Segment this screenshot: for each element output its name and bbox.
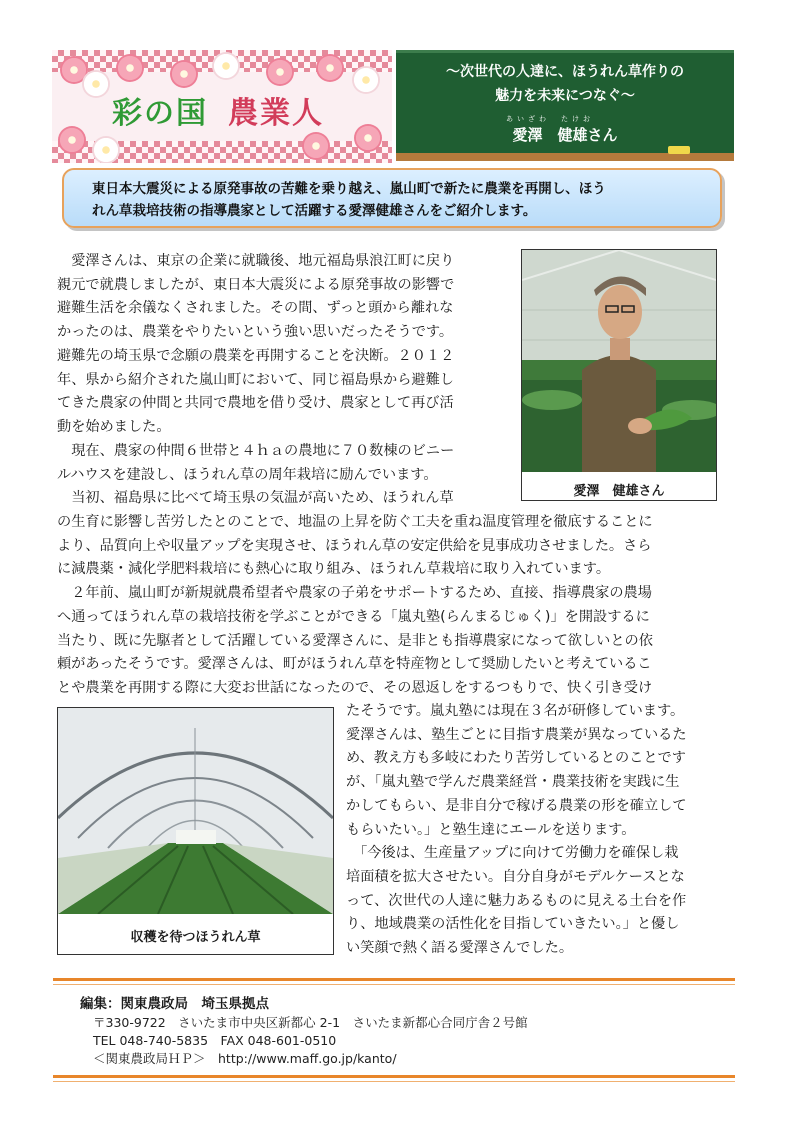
featured-farmer-name: 愛澤 健雄さん	[512, 126, 618, 144]
footer-rule-bottom-thin	[53, 1081, 735, 1082]
portrait-photo-frame	[521, 249, 717, 501]
footer-address: 〒330-9722 さいたま市中央区新都心 2-1 さいたま新都心合同庁舎２号館	[93, 1015, 528, 1030]
plum-blossom-icon	[82, 70, 110, 98]
body-paragraph-4	[346, 700, 687, 961]
plum-blossom-icon	[116, 54, 144, 82]
footer-rule-bottom	[53, 1075, 735, 1078]
body-text-line: って、次世代の人達に魅力あるものに見える土台を作	[346, 892, 687, 909]
body-text-line: 避難生活を余儀なくされました。その間、ずっと頭から離れな	[57, 300, 454, 317]
body-text-line: かしてもらい、是非自分で稼げる農業の形を確立して	[346, 797, 687, 814]
headline-line-2: 魅力を未来につなぐ～	[495, 88, 635, 104]
body-paragraph-2	[57, 440, 454, 511]
intro-line-1: 東日本大震災による原発事故の苦難を乗り越え、嵐山町で新たに農業を再開し、ほう	[92, 181, 606, 197]
headline-line-1: ～次世代の人達に、ほうれん草作りの	[446, 64, 684, 80]
footer-rule-top	[53, 978, 735, 981]
banner-title-red: 農業人	[228, 96, 324, 131]
banner-title-green: 彩の国	[112, 96, 208, 131]
footer-phone: TEL 048-740-5835 FAX 048-601-0510	[93, 1033, 337, 1048]
body-text-line: 当たり、既に先駆者として活躍している愛澤さんに、是非とも指導農家になって欲しいとの依	[57, 632, 653, 649]
plum-blossom-icon	[266, 58, 294, 86]
plum-blossom-icon	[302, 132, 330, 160]
body-text-line: 現在、農家の仲間６世帯と４ｈａの農地に７０数棟のビニー	[57, 443, 455, 459]
greenhouse-caption: 収穫を待つほうれん草	[130, 930, 261, 945]
body-text-line: 当初、福島県に比べて埼玉県の気温が高いため、ほうれん草	[57, 490, 454, 507]
body-text-line: 愛澤さんは、東京の企業に就職後、地元福島県浪江町に戻り	[57, 253, 455, 269]
body-text-line: 避難先の埼玉県で念願の農業を再開することを決断。２０１２	[57, 347, 455, 364]
body-text-line: てきた農家の仲間と共同で農地を借り受け、農家として再び活	[57, 395, 454, 412]
body-text-line: い笑顔で熱く語る愛澤さんでした。	[346, 940, 574, 957]
body-text-line: たそうです。嵐丸塾には現在３名が研修しています。	[346, 703, 685, 719]
chalk-icon	[668, 146, 690, 154]
body-text-line: 頼があったそうです。愛澤さんは、町がほうれん草を特産物として奨励したいと考えているこ	[57, 656, 652, 673]
blackboard-ledge	[396, 153, 734, 161]
body-text-line: かったのは、農業をやりたいという強い思いだったそうです。	[57, 324, 454, 341]
body-text-line: 「今後は、生産量アップに向けて労働力を確保し栽	[346, 845, 679, 862]
greenhouse-photo-frame	[57, 707, 334, 955]
greenhouse-photo	[58, 708, 333, 914]
body-text-line: の生育に影響し苦労したとのことで、地温の上昇を防ぐ工夫を重ね温度管理を徹底することに	[57, 514, 653, 530]
plum-blossom-icon	[354, 124, 382, 152]
footer-title: 編集：関東農政局 埼玉県拠点	[80, 996, 269, 1012]
banner-title	[112, 88, 324, 132]
plum-blossom-icon	[352, 66, 380, 94]
plum-blossom-icon	[212, 52, 240, 80]
body-text-line: 動を始めました。	[57, 418, 171, 435]
portrait-caption: 愛澤 健雄さん	[573, 484, 665, 499]
name-ruby: あいざわ たけお	[506, 115, 594, 123]
body-text-line: ２年前、嵐山町が新規就農希望者や農家の子弟をサポートするため、直接、指導農家の農場	[57, 585, 652, 602]
body-text-line: が、「嵐丸塾で学んだ農業経営・農業技術を実践に生	[346, 774, 680, 791]
body-text-line: もらいたい。」と塾生達にエールを送ります。	[346, 821, 636, 838]
body-text-line: より、品質向上や収量アップを実現させ、ほうれん草の安定供給を見事成功させました。さら	[57, 537, 652, 554]
body-text-line: ルハウスを建設し、ほうれん草の周年栽培に励んでいます。	[57, 466, 438, 483]
body-text-line: 愛澤さんは、塾生ごとに目指す農業が異なっているた	[346, 726, 687, 743]
footer-rule-top-thin	[53, 984, 735, 985]
blackboard-headline	[396, 50, 734, 153]
body-text-line: 年、県から紹介された嵐山町において、同じ福島県から避難し	[57, 371, 454, 388]
body-text-line: り、地域農業の活性化を目指していきたい。」と優し	[346, 916, 680, 933]
body-text-line: 親元で就農しましたが、東日本大震災による原発事故の影響で	[57, 276, 455, 293]
body-paragraph-3	[57, 511, 653, 701]
body-text-line: 培面積を拡大させたい。自分自身がモデルケースとな	[346, 868, 685, 885]
header-banner	[52, 50, 392, 163]
body-text-line: め、教え方も多岐にわたり苦労しているとのことです	[346, 750, 686, 767]
body-text-line: に減農薬・減化学肥料栽培にも熱心に取り組み、ほうれん草栽培に取り入れています。	[57, 561, 611, 578]
plum-blossom-icon	[92, 136, 120, 163]
intro-line-2: れん草栽培技術の指導農家として活躍する愛澤健雄さんをご紹介します。	[92, 203, 537, 219]
footer-website[interactable]: ＜関東農政局ＨＰ＞ http://www.maff.go.jp/kanto/	[93, 1051, 397, 1066]
plum-blossom-icon	[58, 126, 86, 154]
body-paragraph-1	[57, 250, 454, 440]
body-text-line: へ通ってほうれん草の栽培技術を学ぶことができる「嵐丸塾(らんまるじゅく)」を開設するに	[57, 608, 650, 625]
intro-box	[62, 168, 722, 228]
body-text-line: とや農業を再開する際に大変お世話になったので、その恩返しをするつもりで、快く引き受け	[57, 679, 653, 696]
portrait-photo	[522, 250, 716, 472]
plum-blossom-icon	[170, 60, 198, 88]
plum-blossom-icon	[316, 54, 344, 82]
